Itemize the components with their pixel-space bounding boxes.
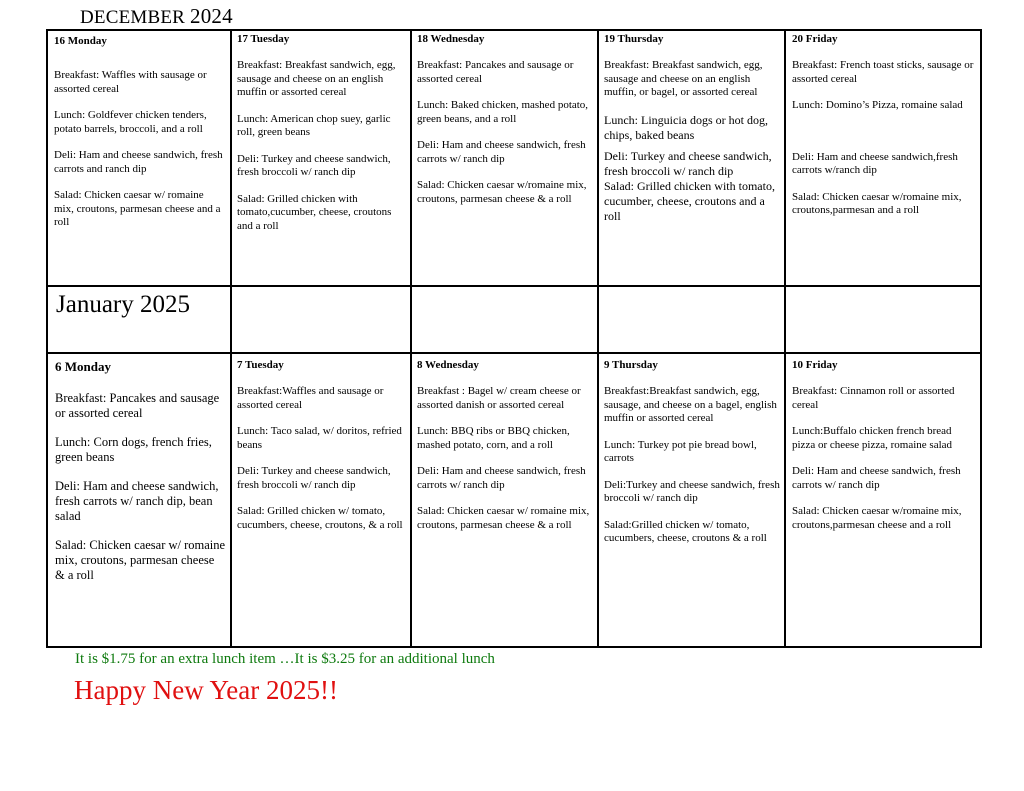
- grid-line: [784, 31, 786, 646]
- deli-entry: Deli: Turkey and cheese sandwich, fresh broccoli w/ ranch dip: [237, 465, 391, 491]
- day-header: 8 Wednesday: [417, 359, 479, 371]
- day-cell-dec-20: [792, 33, 976, 231]
- price-note: It is $1.75 for an extra lunch item …It is $3.25 for an additional lunch: [75, 651, 495, 667]
- lunch-entry: Lunch: Linguicia dogs or hot dog, chips, baked beans: [604, 112, 768, 142]
- day-header: 20 Friday: [792, 33, 838, 45]
- lunch-entry: Lunch: American chop suey, garlic roll, green beans: [237, 112, 391, 138]
- salad-entry: Salad: Chicken caesar w/ romaine mix, croutons, parmesan cheese and a roll: [54, 189, 221, 228]
- lunch-entry: Lunch: Baked chicken, mashed potato, green beans, and a roll: [417, 99, 589, 125]
- lunch-entry: Lunch: Corn dogs, french fries, green beans: [55, 435, 212, 464]
- day-header: 9 Thursday: [604, 359, 658, 371]
- month-title: [80, 4, 233, 29]
- day-header: 17 Tuesday: [237, 33, 290, 45]
- salad-entry: Salad: Chicken caesar w/romaine mix, croutons,parmesan cheese and a roll: [792, 505, 962, 531]
- grid-line: [597, 31, 599, 646]
- day-cell-dec-18: [417, 33, 593, 219]
- day-cell-dec-16: [54, 35, 224, 243]
- deli-entry: Deli: Ham and cheese sandwich, fresh carrots w/ ranch dip, bean salad: [55, 479, 219, 523]
- month-year: 2024: [190, 4, 233, 28]
- salad-entry: Salad: Chicken caesar w/romaine mix, croutons, parmesan cheese & a roll: [417, 179, 587, 205]
- new-year-greeting: Happy New Year 2025!!: [74, 675, 338, 705]
- deli-entry: Deli: Ham and cheese sandwich, fresh carrots and ranch dip: [54, 149, 223, 175]
- day-cell-jan-10: [792, 359, 976, 545]
- deli-entry: Deli: Ham and cheese sandwich, fresh carrots w/ ranch dip: [417, 139, 586, 165]
- day-cell-dec-17: [237, 33, 405, 246]
- grid-line: [230, 31, 232, 646]
- day-header: 6 Monday: [55, 359, 111, 374]
- breakfast-entry: Breakfast: Waffles with sausage or assorted cereal: [54, 69, 207, 95]
- salad-entry: Salad: Chicken caesar w/ romaine mix, croutons, parmesan cheese & a roll: [55, 538, 226, 582]
- day-header: 7 Tuesday: [237, 359, 284, 371]
- salad-entry: Salad:Grilled chicken w/ tomato, cucumbers, cheese, croutons & a roll: [604, 518, 767, 544]
- breakfast-entry: Breakfast: Cinnamon roll or assorted cereal: [792, 385, 955, 411]
- salad-entry: Salad: Grilled chicken w/ tomato, cucumbers, cheese, croutons, & a roll: [237, 505, 403, 531]
- day-header: 16 Monday: [54, 35, 107, 47]
- day-header: 18 Wednesday: [417, 33, 485, 45]
- next-month-title: January 2025: [56, 291, 190, 318]
- lunch-entry: Lunch: Turkey pot pie bread bowl, carrots: [604, 438, 757, 464]
- breakfast-entry: Breakfast:Waffles and sausage or assorted cereal: [237, 385, 384, 411]
- grid-line: [48, 285, 980, 287]
- calendar-grid: [46, 29, 982, 648]
- grid-line: [48, 352, 980, 354]
- salad-entry: Salad: Grilled chicken with tomato,cucumber, cheese, croutons and a roll: [237, 192, 392, 232]
- breakfast-entry: Breakfast: Breakfast sandwich, egg, sausage and cheese on an english muffin or assorted cereal: [237, 59, 396, 98]
- lunch-entry: Lunch: BBQ ribs or BBQ chicken, mashed potato, corn, and a roll: [417, 425, 570, 451]
- deli-entry: Deli:Turkey and cheese sandwich, fresh broccoli w/ ranch dip: [604, 478, 780, 504]
- day-header: 19 Thursday: [604, 33, 664, 45]
- breakfast-entry: Breakfast: Pancakes and sausage or assorted cereal: [55, 391, 220, 420]
- breakfast-entry: Breakfast: Pancakes and sausage or assorted cereal: [417, 59, 574, 85]
- salad-entry: Salad: Grilled chicken with tomato, cucumber, cheese, croutons and a roll: [604, 178, 775, 223]
- lunch-entry: Lunch: Goldfever chicken tenders, potato barrels, broccoli, and a roll: [54, 109, 207, 135]
- day-cell-jan-6: [55, 359, 227, 597]
- day-header: 10 Friday: [792, 359, 838, 371]
- day-cell-jan-7: [237, 359, 405, 545]
- deli-entry: Deli: Ham and cheese sandwich, fresh carrots w/ ranch dip: [417, 465, 586, 491]
- lunch-entry: Lunch:Buffalo chicken french bread pizza or cheese pizza, romaine salad: [792, 425, 953, 451]
- deli-entry: Deli: Turkey and cheese sandwich, fresh broccoli w/ ranch dip: [237, 152, 391, 178]
- deli-entry: Deli: Ham and cheese sandwich, fresh carrots w/ ranch dip: [792, 465, 961, 491]
- breakfast-entry: Breakfast: Breakfast sandwich, egg, sausage and cheese on an english muffin, or bagel, or assorted cereal: [604, 59, 763, 98]
- grid-line: [410, 31, 412, 646]
- month-name: DECEMBER: [80, 7, 186, 28]
- day-cell-dec-19: [604, 33, 780, 237]
- day-cell-jan-9: [604, 359, 782, 559]
- breakfast-entry: Breakfast:Breakfast sandwich, egg, sausage, and cheese on a bagel, english muffin or assorted cereal: [604, 385, 777, 424]
- salad-entry: Salad: Chicken caesar w/ romaine mix, croutons, parmesan cheese & a roll: [417, 505, 590, 531]
- salad-entry: Salad: Chicken caesar w/romaine mix, croutons,parmesan and a roll: [792, 190, 962, 216]
- breakfast-entry: Breakfast: French toast sticks, sausage or assorted cereal: [792, 59, 974, 85]
- lunch-entry: Lunch: Taco salad, w/ doritos, refried beans: [237, 425, 402, 451]
- deli-entry: Deli: Turkey and cheese sandwich, fresh broccoli w/ ranch dip: [604, 148, 772, 178]
- lunch-entry: Lunch: Domino’s Pizza, romaine salad: [792, 99, 963, 111]
- breakfast-entry: Breakfast : Bagel w/ cream cheese or assorted danish or assorted cereal: [417, 385, 581, 411]
- day-cell-jan-8: [417, 359, 593, 545]
- deli-entry: Deli: Ham and cheese sandwich,fresh carrots w/ranch dip: [792, 150, 958, 176]
